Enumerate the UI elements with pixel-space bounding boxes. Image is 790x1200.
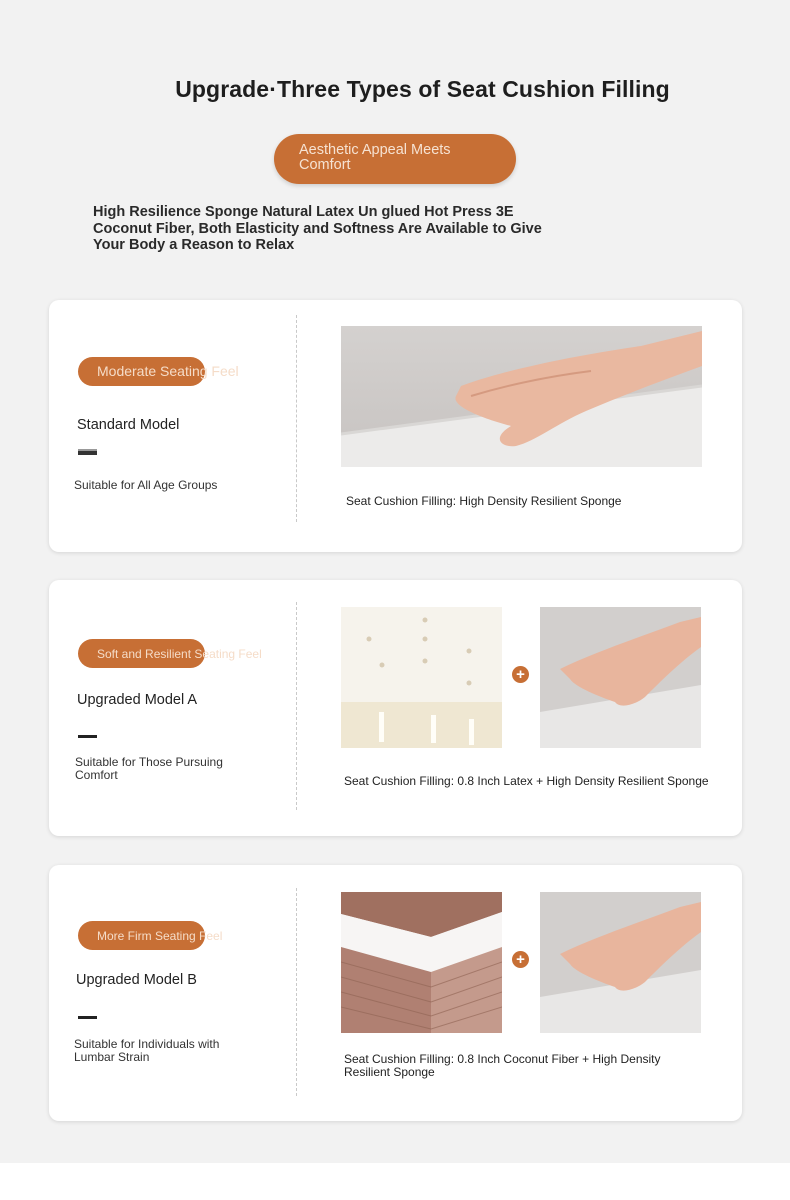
model-dash [78, 449, 97, 455]
product-card-standard [49, 300, 742, 552]
plus-icon: + [512, 666, 529, 683]
product-card-model-a [49, 580, 742, 836]
filling-text: Seat Cushion Filling: 0.8 Inch Latex + High Density Resilient Sponge [344, 774, 709, 788]
filling-text: Seat Cushion Filling: 0.8 Inch Coconut Fiber + High Density Resilient Sponge [344, 1052, 661, 1079]
plus-icon: + [512, 951, 529, 968]
feel-badge-label: Soft and Resilient Seating Feel [97, 647, 262, 661]
suitable-text: Suitable for Those Pursuing Comfort [75, 755, 223, 782]
filling-text: Seat Cushion Filling: High Density Resilient Sponge [346, 494, 622, 508]
feel-badge-label: More Firm Seating Feel [97, 929, 223, 943]
sponge-photo [341, 326, 702, 467]
hero-badge-label: Aesthetic Appeal Meets Comfort [299, 142, 451, 173]
suitable-text: Suitable for All Age Groups [74, 478, 218, 492]
feel-badge [78, 357, 239, 386]
model-name: Upgraded Model A [77, 692, 198, 708]
feel-badge [78, 639, 262, 668]
suitable-text: Suitable for Individuals with Lumbar Strain [74, 1037, 220, 1064]
model-name: Upgraded Model B [76, 972, 197, 988]
product-card-model-b [49, 865, 742, 1121]
feel-badge [78, 921, 223, 950]
coconut-fiber-photo [341, 892, 502, 1033]
model-dash [78, 735, 97, 738]
card-divider [296, 315, 297, 522]
page-title: Upgrade·Three Types of Seat Cushion Filling [175, 76, 670, 102]
sponge-photo [540, 892, 701, 1033]
model-dash [78, 1016, 97, 1019]
sponge-photo [540, 607, 701, 748]
model-name: Standard Model [77, 417, 180, 433]
hero-badge [274, 134, 516, 184]
feel-badge-label: Moderate Seating Feel [97, 363, 239, 379]
intro-text: High Resilience Sponge Natural Latex Un glued Hot Press 3E Coconut Fiber, Both Elasticity and Softness Are Available to Give Your Body a Reason to Relax [93, 204, 542, 253]
card-divider [296, 602, 297, 810]
card-divider [296, 888, 297, 1096]
latex-photo [341, 607, 502, 748]
page-footer-strip [0, 1163, 790, 1200]
